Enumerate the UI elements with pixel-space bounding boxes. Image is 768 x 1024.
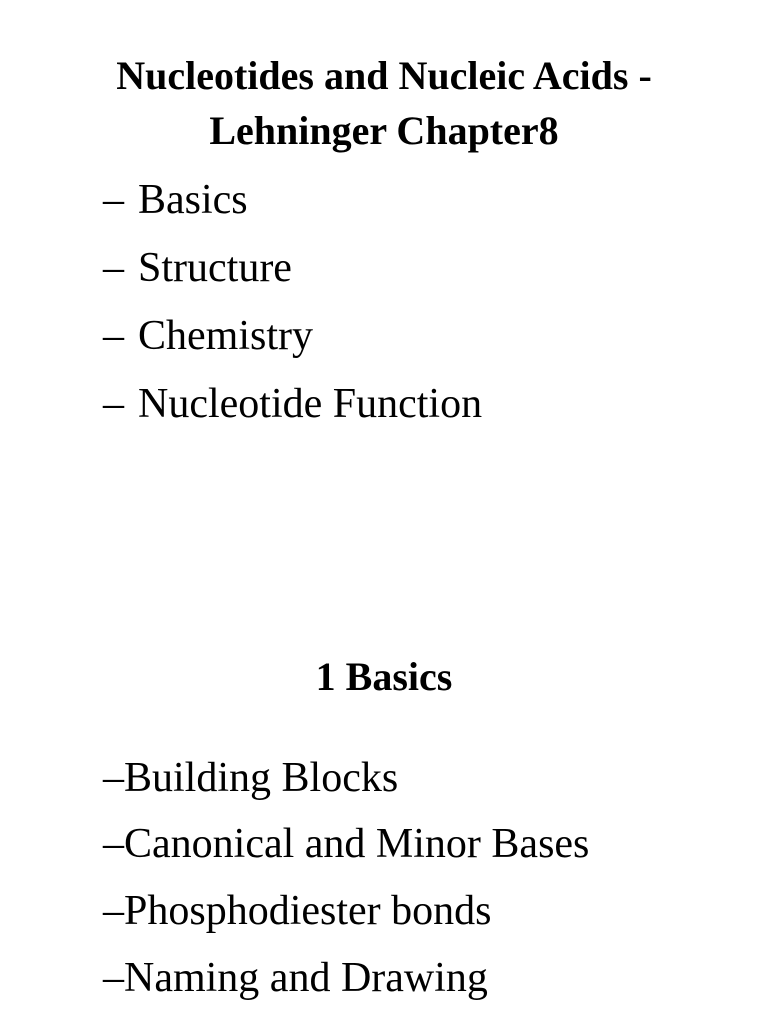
title-line-1: Nucleotides and Nucleic Acids - xyxy=(116,53,652,98)
slide-overview xyxy=(0,0,768,500)
bullet-dash: – xyxy=(103,177,124,223)
bullet-dash: – xyxy=(103,821,124,867)
bullet-dash: – xyxy=(103,381,124,427)
bullet-dash: – xyxy=(103,313,124,359)
bullet-dash: – xyxy=(103,245,124,291)
topic-item-label: Phosphodiester bonds xyxy=(124,888,492,934)
section-title: 1 Basics xyxy=(315,654,453,699)
topic-item-building-blocks xyxy=(103,754,398,802)
outline-item-label: Nucleotide Function xyxy=(138,381,483,427)
outline-item-label: Structure xyxy=(138,245,292,291)
outline-item-nucleotide-function xyxy=(103,380,482,428)
bullet-dash: – xyxy=(103,955,124,1001)
slide-title xyxy=(0,48,768,158)
topic-item-phosphodiester-bonds xyxy=(103,887,492,935)
outline-item-label: Basics xyxy=(138,177,248,223)
topic-item-label: Canonical and Minor Bases xyxy=(124,821,590,867)
outline-item-basics xyxy=(103,176,248,224)
outline-item-chemistry xyxy=(103,312,313,360)
topic-item-naming-drawing xyxy=(103,954,488,1002)
title-line-2: Lehninger Chapter8 xyxy=(209,108,559,153)
bullet-dash: – xyxy=(103,888,124,934)
bullet-dash: – xyxy=(103,755,124,801)
outline-item-structure xyxy=(103,244,292,292)
topic-item-canonical-minor-bases xyxy=(103,820,589,868)
outline-item-label: Chemistry xyxy=(138,313,313,359)
topic-item-label: Naming and Drawing xyxy=(124,955,488,1001)
slide-basics xyxy=(0,500,768,1024)
topic-item-label: Building Blocks xyxy=(124,755,399,801)
